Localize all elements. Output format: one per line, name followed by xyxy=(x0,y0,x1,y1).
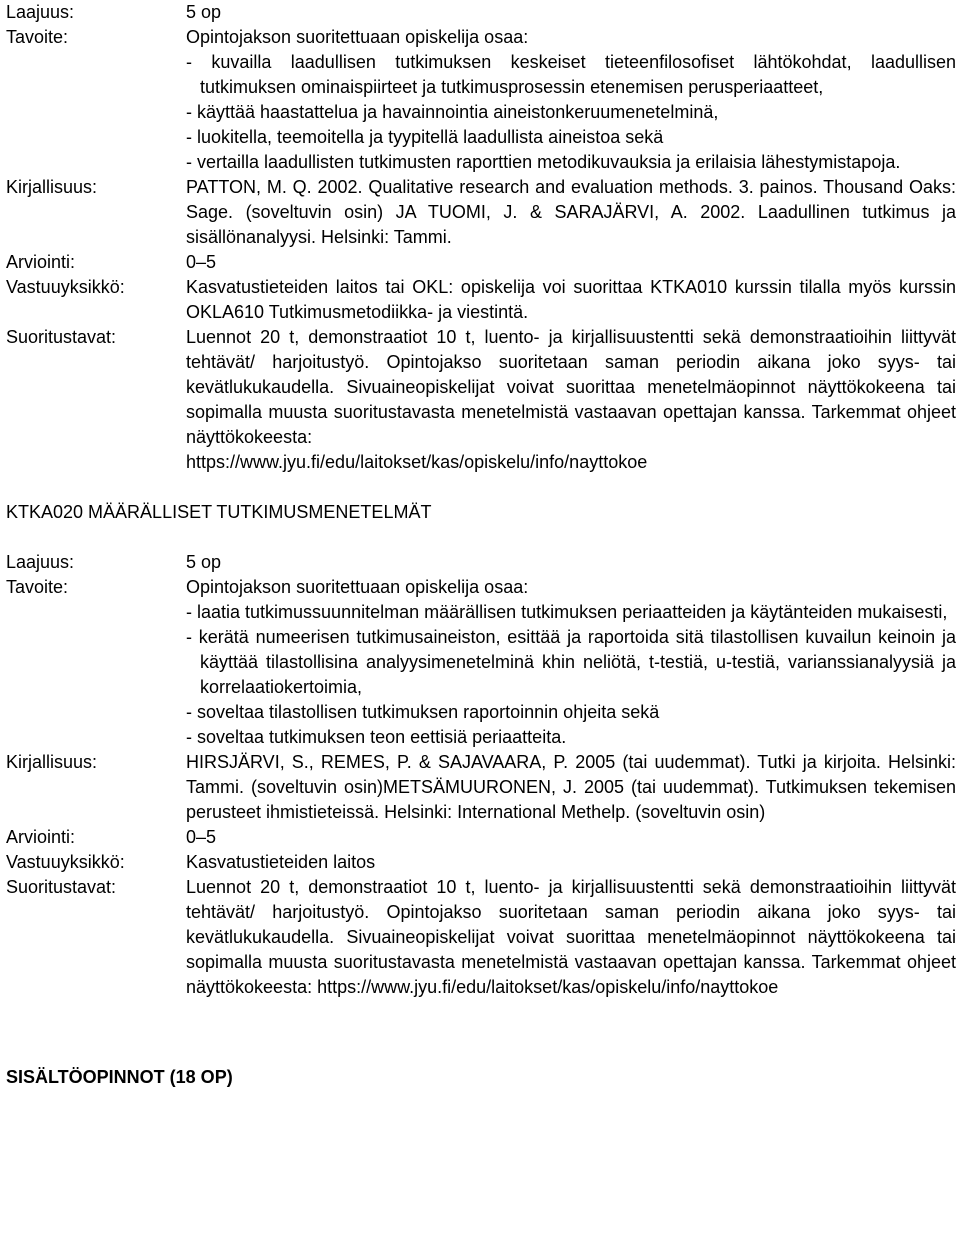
tavoite-item: - luokitella, teemoitella ja tyypitellä laadullista aineistoa sekä xyxy=(186,127,664,147)
document-page xyxy=(6,0,956,1090)
kirjallisuus-row xyxy=(6,175,956,250)
suoritus-label: Suoritustavat: xyxy=(6,877,117,897)
kirjallisuus-value: PATTON, M. Q. 2002. Qualitative research and evaluation methods. 3. painos. Thousand Oaks: Sage. (soveltuvin osin) JA TUOMI, J. & SARAJÄRVI, A. 2002. Laadullinen tutkimus ja sisällönanalyysi. Helsinki: Tammi. xyxy=(186,177,956,247)
kirjallisuus-value: HIRSJÄRVI, S., REMES, P. & SAJAVAARA, P. 2005 (tai uudemmat). Tutki ja kirjoita. Helsinki: Tammi. (soveltuvin osin)METSÄMUURONEN, J. 2005 (tai uudemmat). Tutkimuksen tekemisen perusteet ihmistieteissä. Helsinki: International Methelp. (soveltuvin osin) xyxy=(186,752,956,822)
tavoite-item: - kuvailla laadullisen tutkimuksen keskeiset tieteenfilosofiset lähtökohdat, laadullisen tutkimuksen ominaispiirteet ja tutkimusprosessin etenemisen perusperiaatteet, xyxy=(186,52,956,97)
section-heading: SISÄLTÖOPINNOT (18 OP) xyxy=(6,1067,233,1087)
tavoite-intro: Opintojakson suoritettuaan opiskelija osaa: xyxy=(186,27,529,47)
arviointi-value: 0–5 xyxy=(186,252,217,272)
laajuus-value: 5 op xyxy=(186,2,222,22)
course-2 xyxy=(6,550,956,1000)
tavoite-item: - käyttää haastattelua ja havainnointia aineistonkeruumenetelminä, xyxy=(186,102,719,122)
tavoite-intro: Opintojakson suoritettuaan opiskelija osaa: xyxy=(186,577,529,597)
tavoite-item: - kerätä numeerisen tutkimusaineiston, esittää ja raportoida sitä tilastollisen kuvailun keinoin ja käyttää tilastollisina analyysimenetelminä khin neliötä, t-testiä, u-testiä, varianssianalyysiä ja korrelaatiokertoimia, xyxy=(186,627,956,697)
course-1 xyxy=(6,0,956,475)
arviointi-label: Arviointi: xyxy=(6,252,76,272)
tavoite-item: - vertailla laadullisten tutkimusten raporttien metodikuvauksia ja erilaisia lähestymistapoja. xyxy=(186,152,901,172)
vastuu-label: Vastuuyksikkö: xyxy=(6,852,125,872)
laajuus-label: Laajuus: xyxy=(6,552,75,572)
kirjallisuus-label: Kirjallisuus: xyxy=(6,177,98,197)
tavoite-row xyxy=(6,25,956,175)
laajuus-row xyxy=(6,550,956,575)
vastuu-label: Vastuuyksikkö: xyxy=(6,277,125,297)
laajuus-value: 5 op xyxy=(186,552,222,572)
arviointi-label: Arviointi: xyxy=(6,827,76,847)
tavoite-label: Tavoite: xyxy=(6,577,69,597)
arviointi-row xyxy=(6,250,956,275)
vastuu-value: Kasvatustieteiden laitos xyxy=(186,852,376,872)
tavoite-label: Tavoite: xyxy=(6,27,69,47)
tavoite-item: - soveltaa tutkimuksen teon eettisiä periaatteita. xyxy=(186,727,567,747)
tavoite-item: - laatia tutkimussuunnitelman määrällisen tutkimuksen periaatteiden ja käytänteiden mukaisesti, xyxy=(186,602,948,622)
kirjallisuus-label: Kirjallisuus: xyxy=(6,752,98,772)
kirjallisuus-row xyxy=(6,750,956,825)
suoritus-value: Luennot 20 t, demonstraatiot 10 t, luento- ja kirjallisuustentti sekä demonstraatioihin liittyvät tehtävät/ harjoitustyö. Opintojakso suoritetaan saman periodin aikana joko syys- tai kevätlukukaudella. Sivuaineopiskelijat voivat suorittaa menetelmäopinnot näyttökokeena tai sopimalla muusta suoritustavasta menetelmistä vastaavan opettajan kanssa. Tarkemmat ohjeet näyttökokeesta: xyxy=(186,327,956,447)
vastuu-value: Kasvatustieteiden laitos tai OKL: opiskelija voi suorittaa KTKA010 kurssin tilalla myös kurssin OKLA610 Tutkimusmetodiikka- ja viestintä. xyxy=(186,277,956,322)
suoritus-value: Luennot 20 t, demonstraatiot 10 t, luento- ja kirjallisuustentti sekä demonstraatioihin liittyvät tehtävät/ harjoitustyö. Opintojakso suoritetaan saman periodin aikana joko syys- tai kevätlukukaudella. Sivuaineopiskelijat voivat suorittaa menetelmäopinnot näyttökokeena tai sopimalla muusta suoritustavasta menetelmistä vastaavan opettajan kanssa. Tarkemmat ohjeet näyttökokeesta: https://www.jyu.fi/edu/laitokset/kas/opiskelu/info/nayttokoe xyxy=(186,877,956,997)
arviointi-row xyxy=(6,825,956,850)
suoritus-row xyxy=(6,875,956,1000)
suoritus-label: Suoritustavat: xyxy=(6,327,117,347)
suoritus-row xyxy=(6,325,956,475)
course-2-title: KTKA020 MÄÄRÄLLISET TUTKIMUSMENETELMÄT xyxy=(6,502,432,522)
vastuu-row xyxy=(6,850,956,875)
vastuu-row xyxy=(6,275,956,325)
tavoite-item: - soveltaa tilastollisen tutkimuksen raportoinnin ohjeita sekä xyxy=(186,702,660,722)
suoritus-link[interactable]: https://www.jyu.fi/edu/laitokset/kas/opiskelu/info/nayttokoe xyxy=(186,452,648,472)
laajuus-row xyxy=(6,0,956,25)
arviointi-value: 0–5 xyxy=(186,827,217,847)
laajuus-label: Laajuus: xyxy=(6,2,75,22)
tavoite-row xyxy=(6,575,956,750)
